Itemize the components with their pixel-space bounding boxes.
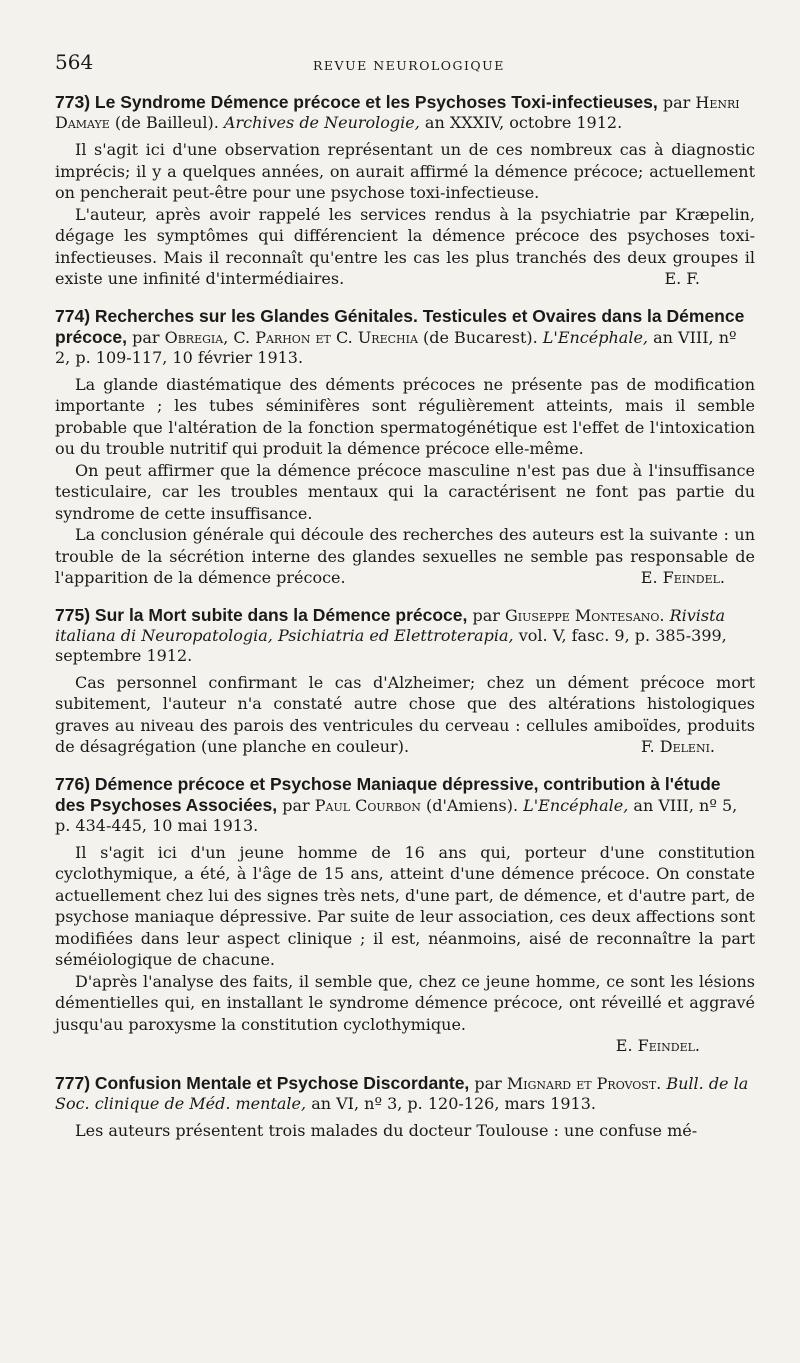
page-header bbox=[55, 50, 755, 80]
article-776 bbox=[55, 774, 755, 1057]
article-reference: an VI, nº 3, p. 120-126, mars 1913. bbox=[311, 1093, 596, 1113]
article-journal: L'Encéphale, bbox=[542, 327, 648, 347]
article-reference: vol. V, fasc. 9, p. 385-399, septembre 1912. bbox=[55, 625, 727, 665]
article-journal: Archives de Neurologie, bbox=[223, 113, 420, 132]
article-affiliation: (de Bailleul). bbox=[114, 113, 219, 132]
article-774 bbox=[55, 306, 755, 589]
article-title: 773) Le Syndrome Démence précoce et les Psychoses Toxi-infectieuses, bbox=[55, 92, 658, 112]
article-paragraph: L'auteur, après avoir rappelé les services rendus à la psychiatrie par Kræpelin, dégage les symptômes qui différencient la démence précoce des psychoses toxi-infectieuses. Mais il reconnaît qu'entre les cas les plus tranchés des deux groupes il existe une infinité d'intermédiaires. E. F. bbox=[55, 204, 755, 288]
article-by: par bbox=[662, 93, 691, 112]
article-heading bbox=[55, 306, 755, 368]
article-paragraph: La conclusion générale qui découle des recherches des auteurs est la suivante : un trouble de la sécrétion interne des glandes sexuelles ne semble pas responsable de l'apparition de la démence précoce. E. Feindel. bbox=[55, 525, 755, 587]
article-author: Obregia, C. Parhon et C. Urechia bbox=[164, 327, 418, 347]
article-by: par bbox=[282, 795, 310, 815]
article-journal: Rivista italiana di Neuropatologia, Psichiatria ed Elettroterapia, bbox=[55, 605, 726, 645]
article-title: 775) Sur la Mort subite dans la Démence précoce, bbox=[55, 604, 468, 625]
article-affiliation: (de Bucarest). bbox=[423, 327, 538, 347]
article-by: par bbox=[472, 605, 500, 625]
article-title: 774) Recherches sur les Glandes Génitales. Testicules et Ovaires dans la Démence précoce, bbox=[55, 305, 745, 347]
article-heading bbox=[55, 774, 755, 836]
page-number: 564 bbox=[55, 50, 94, 74]
article-signature: E. Feindel. bbox=[615, 1036, 700, 1055]
page-body bbox=[55, 92, 755, 1157]
article-journal: L'Encéphale, bbox=[523, 795, 629, 815]
article-signature: E. Feindel. bbox=[640, 568, 725, 587]
article-775 bbox=[55, 605, 755, 758]
article-paragraph: D'après l'analyse des faits, il semble que, chez ce jeune homme, ce sont les lésions démentielles qui, en installant le syndrome démence précoce, ont réveillé et aggravé jusqu'au paroxysme la constitution cyclothymique. bbox=[55, 971, 755, 1034]
article-paragraph: La glande diastématique des déments précoces ne présente pas de modification importante ; les tubes séminifères sont régulièrement atteints, mais il semble probable que l'altération de la fonction spermatogénétique est l'effet de l'intoxication ou du trouble nutritif qui produit la démence précoce elle-même. bbox=[55, 374, 755, 458]
article-author: Giuseppe Montesano. bbox=[505, 605, 665, 625]
article-author: Mignard et Provost. bbox=[506, 1073, 662, 1093]
article-author: Paul Courbon bbox=[314, 795, 421, 815]
article-paragraph: Cas personnel confirmant le cas d'Alzheimer; chez un dément précoce mort subitement, l'auteur n'a constaté autre chose que des altérations histologiques graves au niveau des parois des ventricules du cerveau : cellules amiboïdes, produits de désagrégation (une planche en couleur). F. Deleni. bbox=[55, 672, 755, 756]
article-by: par bbox=[474, 1073, 502, 1093]
article-paragraph: On peut affirmer que la démence précoce masculine n'est pas due à l'insuffisance testiculaire, car les troubles mentaux qui la caractérisent ne font pas partie du syndrome de cette insuffisance. bbox=[55, 460, 755, 523]
article-signature: F. Deleni. bbox=[640, 737, 715, 756]
article-paragraph: Il s'agit ici d'une observation représentant un de ces nombreux cas à diagnostic imprécis; il y a quelques années, on aurait affirmé la démence précoce; actuellement on pencherait peut-être pour une psychose toxi-infectieuse. bbox=[55, 140, 755, 202]
article-reference: an VIII, nº 5, p. 434-445, 10 mai 1913. bbox=[55, 795, 738, 835]
article-heading bbox=[55, 605, 755, 666]
article-journal: Bull. de la Soc. clinique de Méd. mentale, bbox=[55, 1073, 749, 1113]
article-author: Henri Damaye bbox=[55, 93, 740, 132]
running-title: REVUE NEUROLOGIQUE bbox=[313, 58, 505, 73]
article-773 bbox=[55, 92, 755, 290]
article-heading bbox=[55, 1073, 755, 1114]
article-title: 777) Confusion Mentale et Psychose Discordante, bbox=[55, 1072, 470, 1093]
article-reference: an XXXIV, octobre 1912. bbox=[424, 113, 623, 132]
article-signature: E. F. bbox=[664, 269, 700, 288]
article-title: 776) Démence précoce et Psychose Maniaque dépressive, contribution à l'étude des Psychoses Associées, bbox=[55, 773, 721, 815]
article-heading bbox=[55, 92, 755, 133]
article-paragraph: Il s'agit ici d'un jeune homme de 16 ans qui, porteur d'une constitution cyclothymique, a été, à l'âge de 15 ans, atteint d'une démence précoce. On constate actuellement chez lui des signes très nets, d'une part, de démence, et d'autre part, de psychose maniaque dépressive. Par suite de leur association, ces deux affections sont modifiées dans leur aspect clinique ; il est, néanmoins, aisé de reconnaître la part séméiologique de chacune. bbox=[55, 842, 755, 969]
article-paragraph: Les auteurs présentent trois malades du docteur Toulouse : une confuse mé- bbox=[75, 1120, 698, 1140]
article-affiliation: (d'Amiens). bbox=[425, 795, 519, 815]
article-by: par bbox=[132, 327, 160, 347]
article-777 bbox=[55, 1073, 755, 1142]
article-reference: an VIII, nº 2, p. 109-117, 10 février 1913. bbox=[55, 327, 737, 367]
